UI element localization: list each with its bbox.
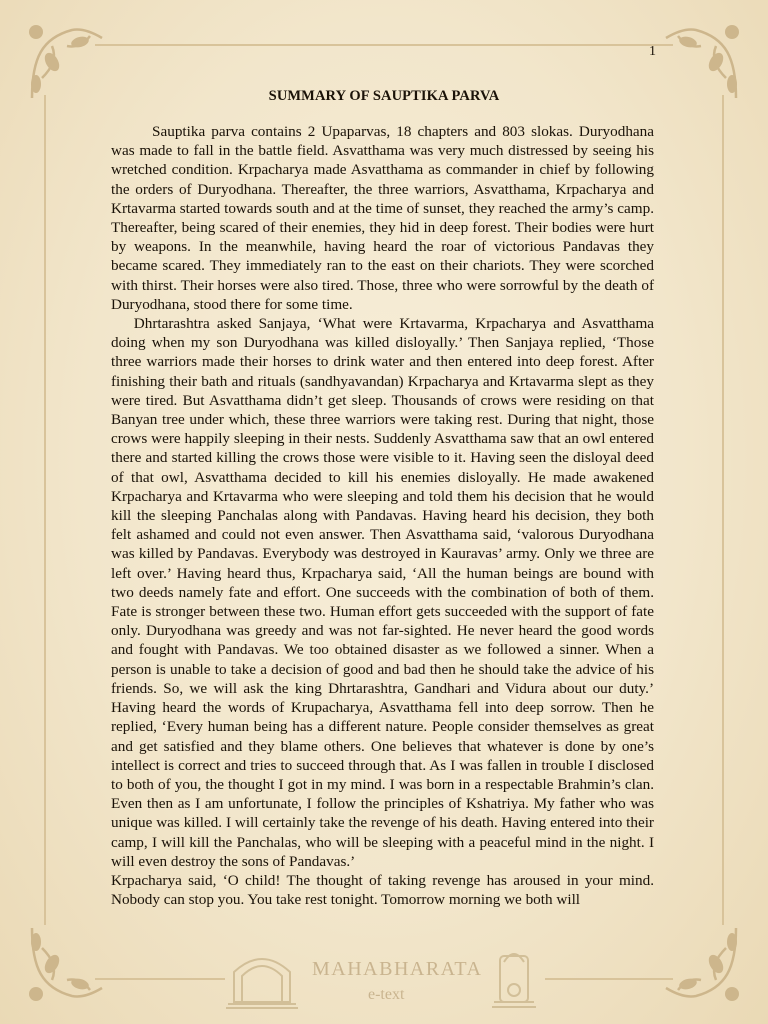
- footer-title: MAHABHARATA: [312, 958, 483, 980]
- border-bottom-right: [545, 978, 673, 980]
- paragraph: Sauptika parva contains 2 Upaparvas, 18 chapters and 803 slokas. Duryodhana was made to fall in the battle field. Asvatthama was very much distressed by seeing his wretched condition. Krpacharya made Asvatthama as commander in chief by following the orders of Duryodhana. Thereafter, the three warriors, Asvatthama, Krpacharya and Krtavarma started towards south and at the time of sunset, they reached the army’s camp. Thereafter, being scared of their enemies, they hid in deep forest. Their bodies were hurt by weapons. In the meanwhile, having heard the roar of victorious Pandavas they became scared. They immediately ran to the east on their chariots. They were scorched with thirst. Their horses were also tired. Those, three who were sorrowful by the death of Duryodhana, stood there for some time.: [111, 123, 654, 313]
- page-number: 1: [649, 44, 656, 59]
- document-body: [111, 122, 654, 909]
- page-title: SUMMARY OF SAUPTIKA PARVA: [268, 88, 500, 104]
- paragraph: Krpacharya said, ‘O child! The thought of taking revenge has aroused in your mind. Nobody can stop you. You take rest tonight. Tomorrow morning we both will: [111, 871, 654, 909]
- border-left: [44, 95, 46, 925]
- footer-subtitle: e-text: [368, 986, 405, 1003]
- border-top: [95, 44, 673, 46]
- border-bottom: [95, 978, 225, 980]
- corner-ornament-icon: [656, 918, 746, 1008]
- border-right: [722, 95, 724, 925]
- corner-ornament-icon: [22, 918, 112, 1008]
- paragraph: Dhrtarashtra asked Sanjaya, ‘What were Krtavarma, Krpacharya and Asvatthama doing when my son Duryodhana was killed disloyally.’ Then Sanjaya replied, ‘Those three warriors made their horses to drink water and then entered into deep forest. After finishing their bath and rituals (sandhyavandan) Krpacharya and Krtavarma slept as they were tired. But Asvatthama didn’t get sleep. Thousands of crows were residing on that Banyan tree under which, these three warriors were taking rest. During that night, those crows were happily sleeping in their nests. Suddenly Asvatthama saw that an owl entered there and started killing the crows those were visible to it. Having seen the disloyal deed of that owl, Asvatthama decided to kill his enemies disloyally. He made awakened Krpacharya and Krtavarma who were sleeping and told them his decision that he would kill the sleeping Panchalas along with Pandavas. Having heard his decision, they both felt ashamed and could not even answer. Then Asvatthama said, ‘valorous Duryodhana was killed by Pandavas. Everybody was destroyed in Kauravas’ army. Only we three are left over.’ Having heard thus, Krpacharya said, ‘All the human beings are bound with two deeds namely fate and effort. One succeeds with the combination of both of them. Fate is stronger between these two. Human effort gets succeeded with the support of fate only. Duryodhana was greedy and was not far-sighted. He never heard the good words and fought with Pandavas. We too obtained disaster as we followed a sinner. When a person is unable to take a decision of good and bad then he should take the advice of his friends. So, we will ask the king Dhrtarashtra, Gandhari and Vidura about our duty.’ Having heard the words of Krupacharya, Asvatthama fell into deep sorrow. Then he replied, ‘Every human being has a different nature. People consider themselves as great and get satisfied and they blame others. One believes that whatever is done by one’s intellect is correct and tries to succeed through that. As I was fallen in trouble I disclosed to both of you, the thought I got in my mind. I was born in a respectable Brahmin’s clan. Even then as I am unfortunate, I follow the principles of Kshatriya. My father who was unique was killed. I will certainly take the revenge of his death. Having entered into their camp, I will kill the Panchalas, who will be sleeping with a peaceful mind in the night. I will even destroy the sons of Pandavas.’: [111, 315, 654, 870]
